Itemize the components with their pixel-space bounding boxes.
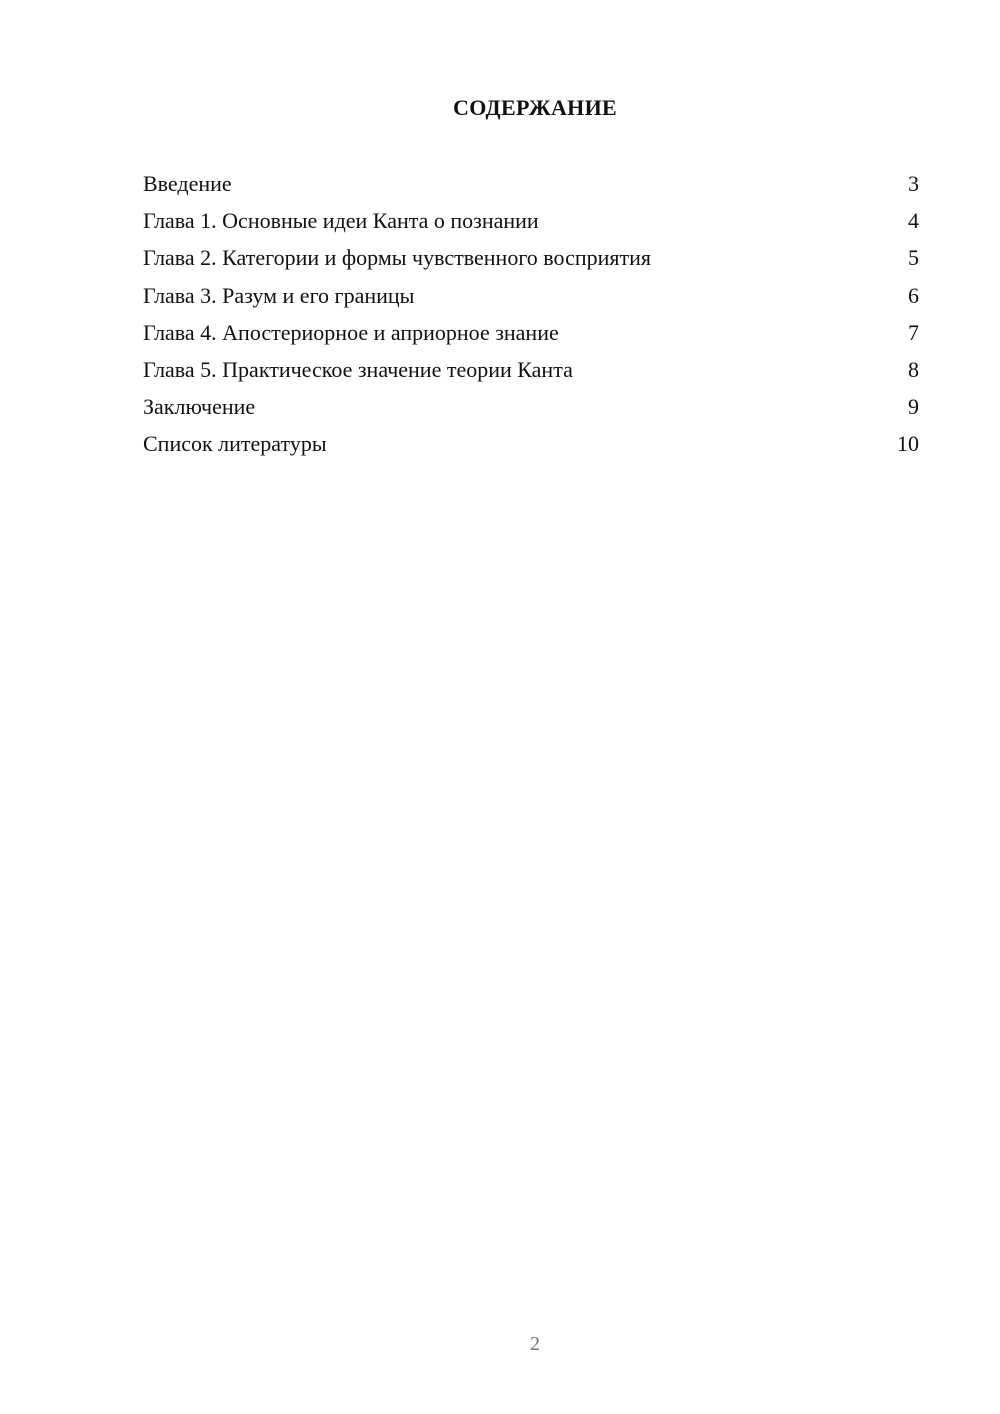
toc-entry-label: Глава 3. Разум и его границы bbox=[143, 282, 415, 308]
toc-title: СОДЕРЖАНИЕ bbox=[453, 95, 617, 120]
toc-entry-page: 5 bbox=[908, 245, 919, 271]
toc-entry-page: 4 bbox=[908, 208, 919, 234]
toc-entry-page: 3 bbox=[908, 171, 919, 196]
toc-entry-page: 9 bbox=[908, 394, 919, 420]
toc-entry-page: 7 bbox=[908, 319, 919, 345]
toc-entry-page: 6 bbox=[908, 282, 919, 308]
toc-entry bbox=[143, 318, 919, 355]
toc-entry bbox=[143, 206, 919, 243]
toc-entry-label: Глава 5. Практическое значение теории Канта bbox=[143, 356, 573, 382]
toc-entry-label: Глава 4. Апостериорное и априорное знание bbox=[143, 319, 559, 345]
toc-entry bbox=[143, 243, 919, 280]
toc-entry-page: 8 bbox=[908, 356, 919, 382]
toc-entry-label: Глава 1. Основные идеи Канта о познании bbox=[143, 208, 539, 234]
table-of-contents bbox=[143, 169, 919, 467]
toc-entry bbox=[143, 392, 919, 429]
toc-entry-page: 10 bbox=[897, 431, 919, 457]
toc-entry-label: Глава 2. Категории и формы чувственного восприятия bbox=[143, 245, 652, 271]
toc-entry bbox=[143, 169, 919, 206]
toc-entry-label: Список литературы bbox=[143, 431, 327, 457]
toc-entry bbox=[143, 429, 919, 466]
toc-entry bbox=[143, 281, 919, 318]
toc-entry-label: Заключение bbox=[143, 394, 256, 420]
toc-entry bbox=[143, 355, 919, 392]
toc-entry-label: Введение bbox=[143, 171, 232, 196]
page-number: 2 bbox=[530, 1333, 540, 1355]
